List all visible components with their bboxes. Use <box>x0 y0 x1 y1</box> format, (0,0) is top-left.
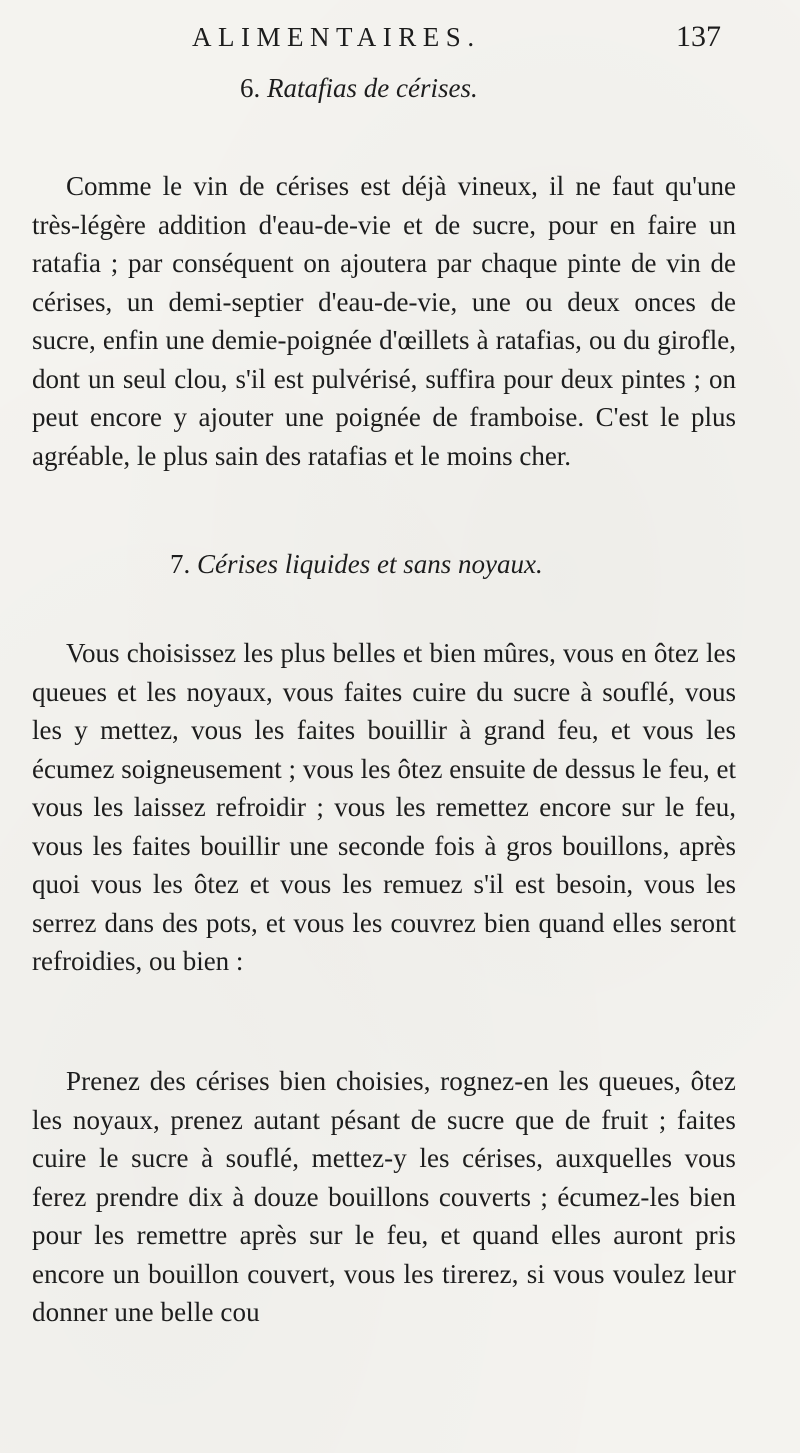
paragraph: Comme le vin de cérises est déjà vineux, il ne faut qu'une très-légère addition d'eau-de-vie et de sucre, pour en faire un ratafia ; par conséquent on ajoutera par chaque pinte de vin de cérises, un demi-septier d'eau-de-vie, une ou deux onces de sucre, enfin une demie-poignée d'œillets à ratafias, ou du girofle, dont un seul clou, s'il est pulvérisé, suffira pour deux pintes ; on peut encore y ajouter une poignée de framboise. C'est le plus agréable, le plus sain des ratafias et le moins cher. <box>32 171 736 471</box>
section-title: Ratafias de cérises. <box>267 73 478 103</box>
page-header <box>0 22 800 62</box>
section-heading-6 <box>240 73 478 104</box>
section-title: Cérises liquides et sans noyaux. <box>197 549 543 579</box>
section-number: 7. <box>170 549 191 579</box>
paragraph: Vous choisissez les plus belles et bien mûres, vous en ôtez les queues et les noyaux, vous faites cuire du sucre à souflé, vous les y mettez, vous les faites bouillir à grand feu, et vous les écumez soigneusement ; vous les ôtez ensuite de dessus le feu, et vous les laissez refroidir ; vous les remettez encore sur le feu, vous les faites bouillir une seconde fois à gros bouillons, après quoi vous les ôtez et vous les remuez s'il est besoin, vous les serrez dans des pots, et vous les couvrez bien quand elles seront refroidies, ou bien : <box>32 638 736 976</box>
running-title: ALIMENTAIRES. <box>192 22 481 52</box>
section-number: 6. <box>240 73 261 103</box>
section-heading-7 <box>170 549 543 580</box>
page-number: 137 <box>676 20 721 53</box>
paragraph: Prenez des cérises bien choisies, rognez-en les queues, ôtez les noyaux, prenez autant pésant de sucre que de fruit ; faites cuire le sucre à souflé, mettez-y les cérises, auxquelles vous ferez prendre dix à douze bouillons couverts ; écumez-les bien pour les remettre après sur le feu, et quand elles auront pris encore un bouillon couvert, vous les tirerez, si vous voulez leur donner une belle cou <box>32 1066 736 1327</box>
